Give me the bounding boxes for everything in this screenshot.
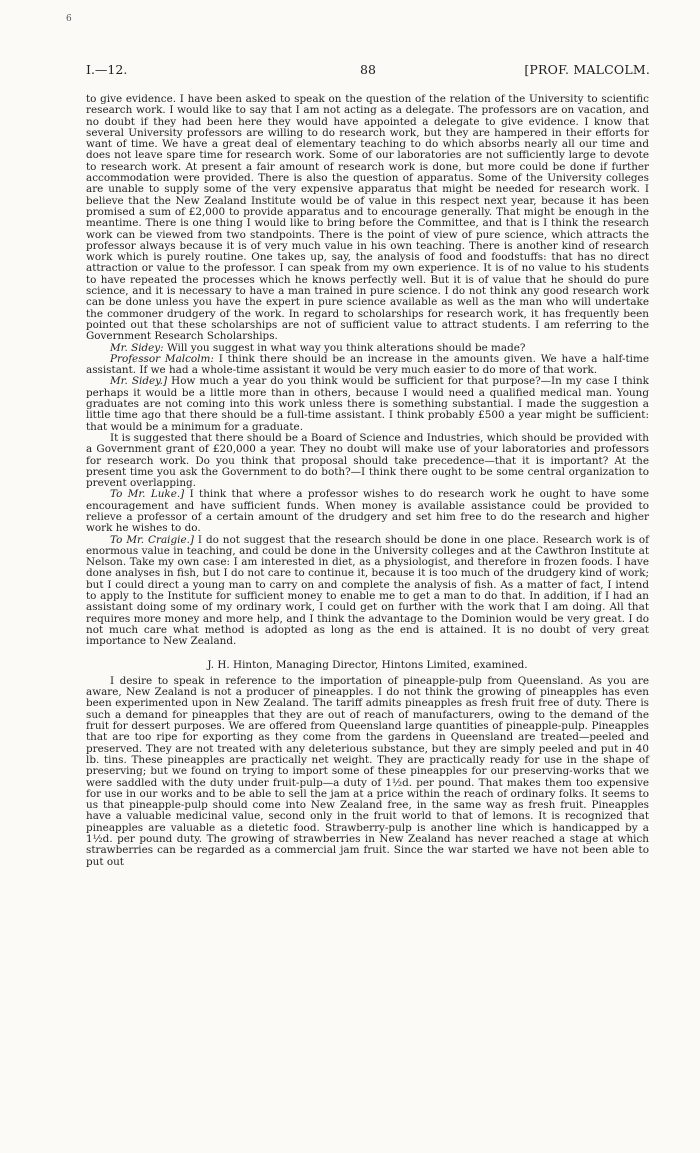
speaker: Mr. Sidey.] [110, 375, 168, 388]
page-header [86, 62, 650, 78]
witness-description: , Managing Director, Hintons Limited, examined. [269, 658, 528, 671]
paragraph [86, 489, 649, 534]
speaker: Professor Malcolm: [110, 352, 214, 365]
speaker: To Mr. Craigie.] [110, 533, 194, 546]
paragraph-text: Will you suggest in what way you think alterations should be made? [167, 341, 526, 354]
paragraph [86, 535, 649, 648]
paragraph: to give evidence. I have been asked to speak on the question of the relation of the University to scientific research work. I would like to say that I am not acting as a delegate. The professors are on vacation, and no doubt if they had been here they would have appointed a delegate to give evidence. I know that several University professors are willing to do research work, but they are hampered in their efforts for want of time. We have a great deal of elementary teaching to do which absorbs nearly all our time and does not leave spare time for research work. Some of our laboratories are not sufficiently large to devote to research work. At present a fair amount of research work is done, but more could be done if further accommodation were provided. There is also the question of apparatus. Some of the University colleges are unable to supply some of the very expensive apparatus that might be needed for research work. I believe that the New Zealand Institute would be of value in this respect next year, because it has been promised a sum of £2,000 to provide apparatus and to encourage generally. That might be enough in the meantime. There is one thing I would like to bring before the Committee, and that is I think the research work can be viewed from two standpoints. There is the point of view of pure science, which attracts the professor always because it is of very much value in his own teaching. There is another kind of research work which is purely routine. One takes up, say, the analysis of food and foodstuffs: that has no direct attraction or value to the professor. I can speak from my own experience. It is of no value to his students to have repeated the processes which he knows perfectly well. But it is of value that he should do pure science, and it is necessary to have a man trained in pure science. I do not think any good research work can be done unless you have the expert in pure science available as well as the man who will undertake the commoner drudgery of the work. In regard to scholarships for research work, it has frequently been pointed out that these scholarships are not of sufficient value to attract students. I am referring to the Government Research Scholarships. [86, 93, 649, 343]
paragraph: I desire to speak in reference to the importation of pineapple-pulp from Queensland. As you are aware, New Zealand is not a producer of pineapples. I do not think the growing of pineapples has even been experimented upon in New Zealand. The tariff admits pineapples as fresh fruit free of duty. There is such a demand for pineapples that they are out of reach of manufacturers, owing to the demand of the fruit for dessert purposes. We are offered from Queensland large quantities of pineapple-pulp. Pineapples that are too ripe for exporting as they come from the gardens in Queensland are treated—peeled and preserved. They are not treated with any deleterious substance, but they are simply peeled and put in 40 lb. tins. These pineapples are practically net weight. They are practically ready for use in the shape of preserving; but we found on trying to import some of these pineapples for our preserving-works that we were saddled with the duty under fruit-pulp—a duty of 1½d. per pound. That makes them too expensive for use in our works and to be able to sell the jam at a price within the reach of ordinary folks. It seems to us that pineapple-pulp should come into New Zealand free, in the same way as fresh fruit. Pineapples have a valuable medicinal value, second only in the fruit world to that of lemons. It is recognized that pineapples are valuable as a dietetic food. Strawberry-pulp is another line which is handicapped by a 1½d. per pound duty. The growing of strawberries in New Zealand has never reached a stage at which strawberries can be regarded as a commercial jam fruit. Since the war started we have not been able to put out [86, 674, 649, 868]
paragraph-text: I think there should be an increase in the amounts given. We have a half-time assistant. If we had a whole-time assistant it would be very much easier to do more of that work. [86, 352, 649, 377]
paragraph-text: How much a year do you think would be sufficient for that purpose?—In my case I think perhaps it would be a little more than in others, because I would need a qualified medical man. Young graduates are not coming into this work unless there is something substantial. I made the suggestion a little time ago that there should be a full-time assistant. I think probably £500 a year might be sufficient: that would be a minimum for a graduate. [86, 375, 649, 433]
page-number: 88 [360, 62, 376, 77]
paragraph: It is suggested that there should be a Board of Science and Industries, which should be provided with a Government grant of £20,000 a year. They no doubt will make use of your laboratories and professors for research work. Do you think that proposal should take precedence—that it is important? At the present time you ask the Government to do both?—I think there ought to be some central organization to prevent overlapping. [86, 431, 649, 490]
speaker: To Mr. Luke.] [110, 488, 185, 501]
witness-heading [86, 660, 649, 671]
witness-name: J. H. Hinton [207, 658, 270, 671]
paragraph-text: I think that where a professor wishes to do research work he ought to have some encouragement and have sufficient funds. When money is available assistance could be provided to relieve a professor of a certain amount of the drudgery and set him free to do the research and higher work he wishes to do. [86, 488, 649, 535]
document-reference: I.—12. [86, 62, 128, 77]
paragraph [86, 376, 649, 432]
paragraph [86, 354, 649, 377]
speaker: Mr. Sidey: [110, 341, 164, 354]
paragraph-text: I do not suggest that the research should be done in one place. Research work is of enormous value in teaching, and could be done in the University colleges and at the Cawthron Institute at Nelson. Take my own case: I am interested in diet, as a physiologist, and therefore in frozen foods. I have done analyses in fish, but I do not care to continue it, because it is too much of the drudgery kind of work; but I could direct a young man to carry on and complete the analysis of fish. As a matter of fact, I intend to apply to the Institute for sufficient money to enable me to get a man to do that. In addition, if I had an assistant doing some of my ordinary work, I could get on further with the work that I am doing. All that requires more money and more help, and I think the advantage to the Dominion would be very great. I do not much care what method is adopted as long as the end is attained. It is no doubt of very great importance to New Zealand. [86, 533, 649, 648]
page-body [86, 94, 649, 868]
witness-running-head: [PROF. MALCOLM. [524, 62, 650, 77]
page-mark: 6 [66, 14, 72, 24]
